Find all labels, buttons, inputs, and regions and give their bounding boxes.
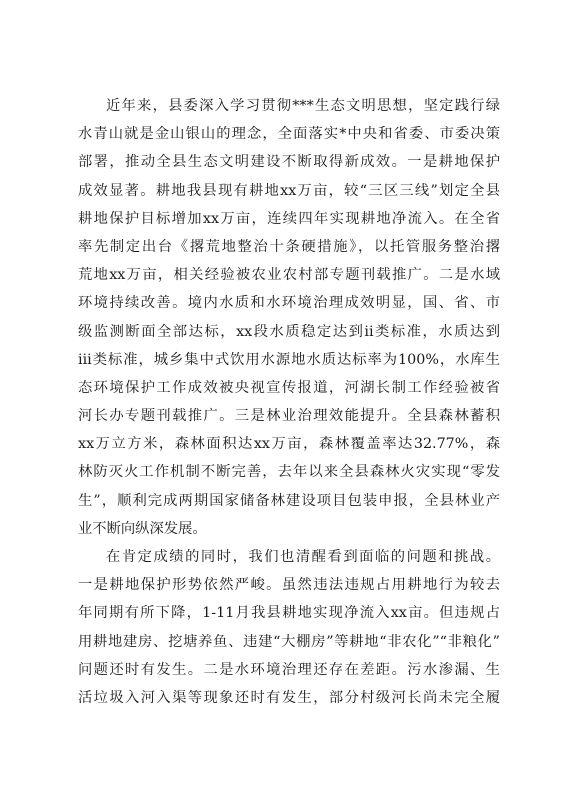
text-line: 态环境保护工作成效被央视宣传报道，河湖长制工作经验被省	[78, 379, 500, 396]
document-body	[78, 92, 500, 712]
text-line: 一是耕地保护形势依然严峻。虽然违法违规占用耕地行为较去	[78, 577, 500, 594]
text-line: xx万立方米，森林面积达xx万亩，森林覆盖率达32.77%，森	[78, 436, 500, 453]
text-line: 环境持续改善。境内水质和水环境治理成效明显，国、省、市	[78, 295, 500, 312]
text-line: 林防灭火工作机制不断完善，去年以来全县森林火灾实现“零发	[78, 464, 500, 481]
text-line: 生”，顺利完成两期国家储备林建设项目包装申报，全县林业产	[78, 492, 500, 509]
text-line: 活垃圾入河入渠等现象还时有发生，部分村级河长尚未完全履	[78, 689, 500, 706]
text-line: 率先制定出台《撂荒地整治十条硬措施》，以托管服务整治撂	[78, 238, 500, 255]
text-line: 用耕地建房、挖塘养鱼、违建“大棚房”等耕地“非农化”“非粮化”	[78, 633, 500, 650]
text-line: 成效显著。耕地我县现有耕地xx万亩，较“三区三线”划定全县	[78, 182, 500, 199]
text-line: 河长办专题刊载推广。三是林业治理效能提升。全县森林蓄积	[78, 408, 500, 425]
text-line: 部署，推动全县生态文明建设不断取得新成效。一是耕地保护	[78, 154, 500, 171]
text-line: 水青山就是金山银山的理念，全面落实*中央和省委、市委决策	[78, 126, 500, 143]
text-line: 耕地保护目标增加xx万亩，连续四年实现耕地净流入。在全省	[78, 210, 500, 227]
text-line: 年同期有所下降，1-11月我县耕地实现净流入xx亩。但违规占	[78, 605, 500, 622]
text-line: 级监测断面全部达标，xx段水质稳定达到ii类标准，水质达到	[78, 323, 500, 340]
paragraph-1	[78, 92, 500, 543]
text-line: 荒地xx万亩，相关经验被农业农村部专题刊载推广。二是水域	[78, 267, 500, 284]
text-line: iii类标准，城乡集中式饮用水源地水质达标率为100%，水库生	[78, 351, 500, 368]
text-line: 业不断向纵深发展。	[78, 520, 207, 537]
text-line: 近年来，县委深入学习贯彻***生态文明思想，坚定践行绿	[106, 98, 500, 114]
text-line: 问题还时有发生。二是水环境治理还存在差距。污水渗漏、生	[78, 661, 500, 678]
text-line: 在肯定成绩的同时，我们也清醒看到面临的问题和挑战。	[106, 549, 500, 565]
paragraph-2	[78, 543, 500, 712]
